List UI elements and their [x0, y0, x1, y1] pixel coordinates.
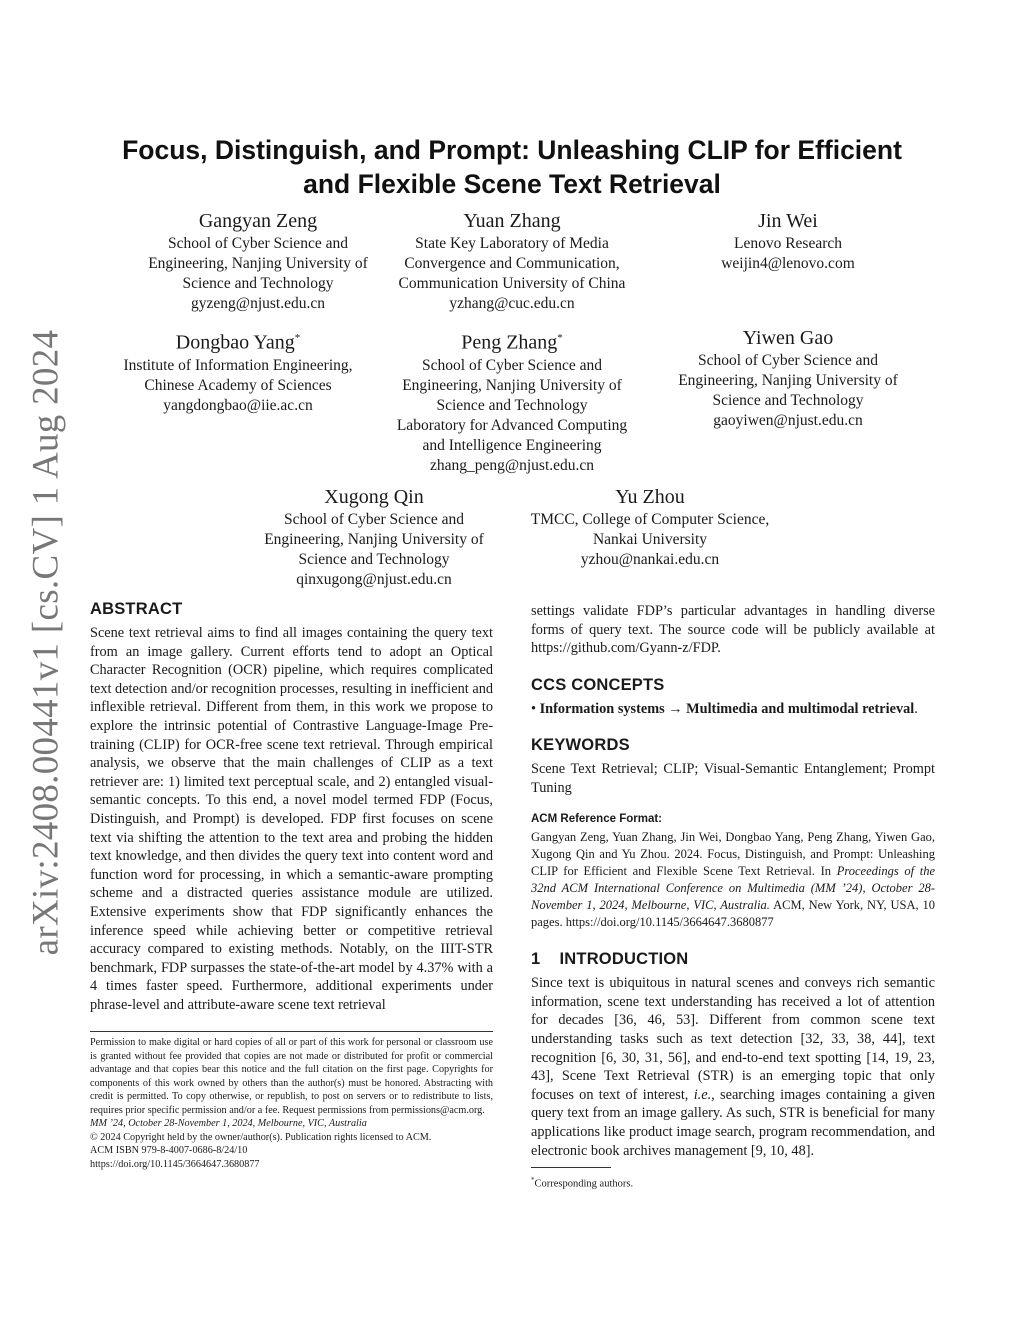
doi-line: https://doi.org/10.1145/3664647.3680877: [90, 1158, 260, 1170]
abstract-text: Scene text retrieval aims to find all images containing the query text from an image gallery. Current efforts tend to adopt an Optical Character Recognition (OCR) pipeline, which requires complicated text detection and/or recognition processes, resulting in inefficient and inflexible retrieval. Different from them, in this work we propose to explore the intrinsic potential of Contrastive Language-Image Pre-training (CLIP) for OCR-free scene text retrieval. Through empirical analysis, we observe that the main challenges of CLIP as a text retriever are: 1) limited text perceptual scale, and 2) entangled visual-semantic concepts. To this end, a novel model termed FDP (Focus, Distinguish, and Prompt) is developed. FDP first focuses on scene text via shifting the attention to the text area and probing the hidden text knowledge, and then divides the query text into content word and function word for processing, in which a semantic-aware prompting scheme and a distracted queries assistance module are utilized. Extensive experiments show that FDP significantly enhances the inference speed while achieving better or competitive retrieval accuracy compared to existing methods. Notably, on the IIIT-STR benchmark, FDP surpasses the state-of-the-art model by 4.37% with a 4 times faster speed. Furthermore, additional experiments under phrase-level and attribute-aware scene text retrieval: [90, 625, 493, 1013]
title-line-1: Focus, Distinguish, and Prompt: Unleashing CLIP for Efficient: [122, 135, 902, 165]
author-affiliation-line: Engineering, Nanjing University of: [678, 372, 898, 389]
author-block: [78, 326, 398, 416]
introduction-text: [531, 974, 935, 1160]
permission-block: [90, 1036, 493, 1171]
arxiv-identifier: arXiv:2408.00441v1 [cs.CV] 1 Aug 2024: [25, 329, 67, 956]
keywords-heading: KEYWORDS: [531, 736, 630, 755]
ccs-bullet: •: [531, 700, 537, 717]
author-name-text: Yuan Zhang: [463, 210, 561, 232]
author-affiliation-line: Convergence and Communication,: [404, 255, 620, 272]
author-affiliation-line: Engineering, Nanjing University of: [402, 376, 622, 394]
author-name: [78, 326, 398, 355]
author-name-text: Yiwen Gao: [742, 327, 834, 349]
author-email[interactable]: yzhang@cuc.edu.cn: [449, 295, 575, 312]
intro-ie: i.e.: [693, 1086, 712, 1103]
author-block: [628, 326, 948, 431]
author-name-text: Yu Zhou: [615, 486, 685, 508]
author-email[interactable]: zhang_peng@njust.edu.cn: [429, 456, 595, 474]
author-block: [352, 326, 672, 476]
author-block: [628, 209, 948, 274]
author-block: [352, 209, 672, 314]
author-name: [214, 485, 534, 509]
author-name: [352, 326, 672, 355]
author-block: [214, 485, 534, 590]
intro-text-pre: Since text is ubiquitous in natural scenes and conveys rich semantic information, scene text understanding has received a lot of attention for decades [36, 46, 53]. Different from common scene text understanding tasks such as text detection [32, 33, 38, 44], text recognition [6, 30, 31, 56], and end-to-end text spotting [14, 19, 23, 43], Scene Text Retrieval (STR) is an emerging topic that only focuses on text of interest,: [531, 975, 935, 1103]
author-affiliation-line: Communication University of China: [398, 275, 626, 292]
footnote-divider: [531, 1167, 611, 1168]
author-affiliation-line: Laboratory for Advanced Computing: [396, 416, 628, 434]
author-email[interactable]: yzhou@nankai.edu.cn: [580, 551, 720, 568]
abstract-heading: ABSTRACT: [90, 600, 183, 618]
author-name-text: Peng Zhang: [461, 331, 558, 354]
footnote-text: Corresponding authors.: [534, 1178, 634, 1190]
arxiv-sidebar: [22, 329, 70, 956]
author-affiliation-line: and Intelligence Engineering: [422, 436, 602, 454]
ccs-concept-main: Information systems: [539, 700, 665, 717]
acm-ref-text: [531, 829, 935, 931]
author-affiliation-line: Institute of Information Engineering,: [123, 356, 353, 374]
author-affiliation-line: School of Cyber Science and: [698, 352, 878, 369]
left-column: [90, 598, 493, 1014]
venue-line: MM ’24, October 28-November 1, 2024, Melbourne, VIC, Australia: [90, 1118, 367, 1129]
author-affiliation-line: State Key Laboratory of Media: [415, 235, 609, 252]
author-affiliation-line: School of Cyber Science and: [284, 511, 464, 528]
ccs-arrow: →: [668, 700, 683, 717]
author-name: [628, 209, 948, 233]
author-email[interactable]: gaoyiwen@njust.edu.cn: [713, 412, 863, 429]
author-affiliation-line: Nankai University: [592, 531, 708, 548]
author-affiliation-line: Engineering, Nanjing University of: [264, 531, 484, 548]
abstract-continuation: settings validate FDP’s particular advantages in handling diverse forms of query text. The source code will be publicly available at https://github.com/Gyann-z/FDP.: [531, 603, 935, 657]
author-affiliation-line: School of Cyber Science and: [168, 235, 348, 252]
author-affiliation-line: Lenovo Research: [733, 235, 843, 252]
author-affiliation-line: Engineering, Nanjing University of: [148, 255, 368, 272]
corresponding-mark: *: [294, 332, 301, 344]
author-name-text: Dongbao Yang: [175, 331, 295, 354]
author-name-text: Jin Wei: [758, 210, 818, 232]
author-affiliation-line: Science and Technology: [712, 392, 864, 409]
acm-ref-heading: ACM Reference Format:: [531, 812, 662, 825]
author-name: [490, 485, 810, 509]
paper-title: [90, 133, 934, 201]
introduction-heading: 1 INTRODUCTION: [531, 950, 689, 969]
keywords-text: Scene Text Retrieval; CLIP; Visual-Semantic Entanglement; Prompt Tuning: [531, 761, 935, 796]
author-affiliation-line: Science and Technology: [298, 551, 450, 568]
author-name-text: Xugong Qin: [324, 486, 424, 508]
author-email[interactable]: weijin4@lenovo.com: [721, 255, 855, 272]
title-line-2: and Flexible Scene Text Retrieval: [303, 169, 721, 199]
right-column: [531, 602, 935, 1160]
author-affiliation-line: Science and Technology: [436, 396, 588, 414]
author-block: [490, 485, 810, 570]
acm-ref-publisher: ACM, New York, NY, USA, 10 pages. https://doi.org/10.1145/3664647.3680877: [531, 898, 935, 930]
intro-text-post: , searching images containing a given query text from an image gallery. As such, STR is beneficial for many applications like product image search, program recommendation, and electronic book archives management [9, 10, 48].: [531, 1086, 935, 1159]
copyright-line: © 2024 Copyright held by the owner/author(s). Publication rights licensed to ACM.: [90, 1131, 432, 1143]
acm-ref-citation: Gangyan Zeng, Yuan Zhang, Jin Wei, Dongbao Yang, Peng Zhang, Yiwen Gao, Xugong Qin and Yu Zhou. 2024. Focus, Distinguish, and Prompt: Unleashing CLIP for Efficient and Flexible Scene Text Retrieval. In: [531, 830, 935, 879]
footnote: [531, 1173, 935, 1192]
ccs-heading: CCS CONCEPTS: [531, 675, 665, 694]
acm-reference: [531, 810, 935, 932]
footnote-mark: *: [531, 1176, 535, 1184]
corresponding-mark: *: [557, 332, 563, 344]
author-affiliation-line: School of Cyber Science and: [422, 356, 602, 374]
author-email[interactable]: yangdongbao@iie.ac.cn: [163, 396, 313, 414]
ccs-concept-sub: Multimedia and multimodal retrieval: [686, 700, 915, 717]
acm-ref-proceedings: Proceedings of the 32nd ACM International Conference on Multimedia (MM ’24), October 28-November 1, 2024, Melbourne, VIC, Australia.: [531, 864, 936, 913]
ccs-period: .: [914, 700, 918, 717]
author-affiliation-line: Science and Technology: [182, 275, 334, 292]
author-affiliation-line: TMCC, College of Computer Science,: [530, 511, 770, 528]
author-email[interactable]: gyzeng@njust.edu.cn: [191, 295, 325, 312]
author-name: [628, 326, 948, 350]
author-name-text: Gangyan Zeng: [198, 210, 318, 232]
author-email[interactable]: qinxugong@njust.edu.cn: [296, 571, 452, 588]
ccs-concept: [531, 700, 935, 719]
author-name: [352, 209, 672, 233]
permission-divider: [90, 1031, 493, 1032]
permission-text: Permission to make digital or hard copies of all or part of this work for personal or classroom use is granted without fee provided that copies are not made or distributed for profit or commercial advantage and that copies bear this notice and the full citation on the first page. Copyrights for components of this work owned by others than the author(s) must be honored. Abstracting with credit is permitted. To copy otherwise, or republish, to post on servers or to redistribute to lists, requires prior specific permission and/or a fee. Request permissions from permissions@acm.org.: [90, 1037, 493, 1116]
isbn-line: ACM ISBN 979-8-4007-0686-8/24/10: [90, 1145, 248, 1156]
author-affiliation-line: Chinese Academy of Sciences: [144, 376, 332, 394]
